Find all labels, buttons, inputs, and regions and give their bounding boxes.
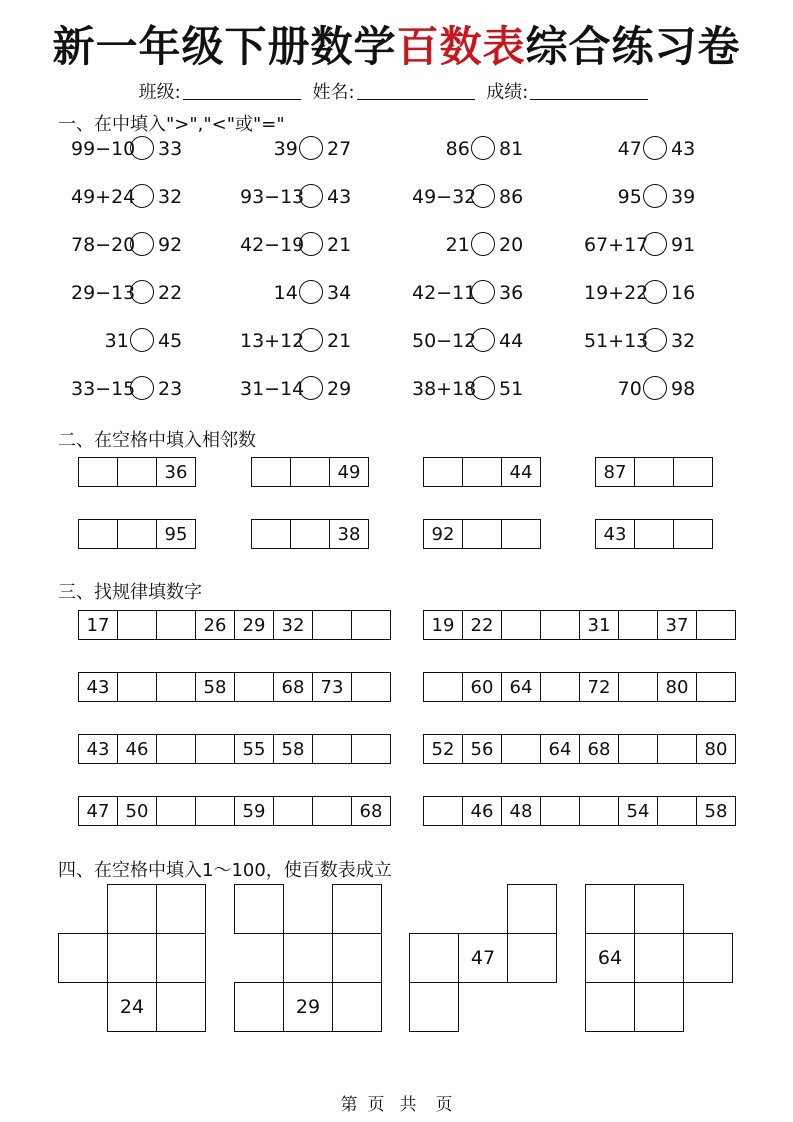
number-cell[interactable] [251, 519, 291, 549]
left-expression: 29−13 [71, 282, 136, 304]
number-cell: 54 [618, 796, 658, 826]
number-cell[interactable] [351, 672, 391, 702]
neighbor-row [78, 519, 196, 549]
number-cell: 58 [696, 796, 736, 826]
number-cell[interactable] [117, 672, 157, 702]
footer-ye2: 页 [435, 1095, 453, 1115]
answer-circle[interactable] [130, 280, 154, 304]
answer-circle[interactable] [299, 232, 323, 256]
right-value: 27 [327, 138, 352, 160]
left-expression: 13+12 [240, 330, 305, 352]
class-field[interactable] [183, 81, 301, 100]
number-cell: 58 [273, 734, 313, 764]
grid-cell[interactable] [234, 884, 284, 934]
left-expression: 86 [445, 138, 470, 160]
right-value: 98 [671, 378, 696, 400]
grid-cell[interactable] [107, 884, 157, 934]
left-expression: 51+13 [584, 330, 649, 352]
number-cell[interactable] [540, 672, 580, 702]
number-cell: 29 [234, 610, 274, 640]
grid-cell: 29 [283, 982, 333, 1032]
title-highlight: 百数表 [396, 22, 526, 71]
left-expression: 31−14 [240, 378, 305, 400]
left-expression: 19+22 [584, 282, 649, 304]
right-value: 36 [499, 282, 524, 304]
left-expression: 50−12 [412, 330, 477, 352]
number-cell: 56 [462, 734, 502, 764]
number-cell[interactable] [273, 796, 313, 826]
grid-cell[interactable] [507, 933, 557, 983]
number-cell[interactable] [156, 796, 196, 826]
number-cell[interactable] [351, 610, 391, 640]
answer-circle[interactable] [130, 232, 154, 256]
number-cell: 52 [423, 734, 463, 764]
pattern-row [423, 610, 736, 640]
right-value: 16 [671, 282, 696, 304]
number-cell[interactable] [501, 734, 541, 764]
number-cell[interactable] [351, 734, 391, 764]
left-expression: 93−13 [240, 186, 305, 208]
title-part-1: 新一年级下册数学 [52, 22, 397, 71]
neighbor-row [423, 519, 541, 549]
number-cell: 46 [117, 734, 157, 764]
number-cell: 80 [657, 672, 697, 702]
number-cell: 36 [156, 457, 196, 487]
right-value: 81 [499, 138, 524, 160]
answer-circle[interactable] [299, 184, 323, 208]
left-expression: 21 [445, 234, 470, 256]
answer-circle[interactable] [643, 232, 667, 256]
number-cell: 32 [273, 610, 313, 640]
number-cell: 17 [78, 610, 118, 640]
pattern-row [78, 672, 391, 702]
grid-cell[interactable] [409, 982, 459, 1032]
pattern-row [78, 734, 391, 764]
number-cell: 92 [423, 519, 463, 549]
number-cell[interactable] [117, 519, 157, 549]
section1-heading: 一、在中填入">","<"或"=" [58, 114, 285, 135]
grid-cell[interactable] [156, 933, 206, 983]
answer-circle[interactable] [643, 328, 667, 352]
name-field[interactable] [357, 81, 475, 100]
number-cell: 37 [657, 610, 697, 640]
grid-cell: 47 [458, 933, 508, 983]
grid-cell[interactable] [332, 933, 382, 983]
grid-cell[interactable] [156, 982, 206, 1032]
number-cell[interactable] [423, 672, 463, 702]
left-expression: 78−20 [71, 234, 136, 256]
number-cell[interactable] [618, 610, 658, 640]
number-cell: 44 [501, 457, 541, 487]
number-cell[interactable] [540, 610, 580, 640]
grid-cell[interactable] [585, 982, 635, 1032]
grid-cell[interactable] [332, 982, 382, 1032]
number-cell: 95 [156, 519, 196, 549]
number-cell[interactable] [501, 519, 541, 549]
answer-circle[interactable] [643, 184, 667, 208]
section3-heading: 三、找规律填数字 [58, 582, 202, 603]
left-expression: 49−32 [412, 186, 477, 208]
page-footer [0, 1090, 793, 1115]
number-cell[interactable] [251, 457, 291, 487]
number-cell[interactable] [501, 610, 541, 640]
right-value: 32 [671, 330, 696, 352]
footer-di: 第 [340, 1095, 358, 1115]
number-cell[interactable] [462, 457, 502, 487]
right-value: 20 [499, 234, 524, 256]
grid-cell[interactable] [332, 884, 382, 934]
section4-heading: 四、在空格中填入1～100，使百数表成立 [58, 860, 392, 881]
grid-cell[interactable] [634, 982, 684, 1032]
number-cell[interactable] [312, 796, 352, 826]
grid-cell[interactable] [156, 884, 206, 934]
right-value: 29 [327, 378, 352, 400]
answer-circle[interactable] [130, 328, 154, 352]
number-cell[interactable] [117, 610, 157, 640]
right-value: 33 [158, 138, 183, 160]
grid-cell[interactable] [585, 884, 635, 934]
left-expression: 33−15 [71, 378, 136, 400]
left-expression: 99−10 [71, 138, 136, 160]
right-value: 44 [499, 330, 524, 352]
number-cell: 47 [78, 796, 118, 826]
number-cell: 60 [462, 672, 502, 702]
number-cell: 72 [579, 672, 619, 702]
student-info [0, 78, 793, 104]
number-cell[interactable] [78, 457, 118, 487]
right-value: 21 [327, 234, 352, 256]
left-expression: 95 [617, 186, 642, 208]
number-cell: 43 [78, 672, 118, 702]
number-cell: 64 [540, 734, 580, 764]
right-value: 91 [671, 234, 696, 256]
grid-cell: 64 [585, 933, 635, 983]
number-cell[interactable] [673, 519, 713, 549]
number-cell: 43 [595, 519, 635, 549]
left-expression: 67+17 [584, 234, 649, 256]
answer-circle[interactable] [471, 280, 495, 304]
number-cell[interactable] [312, 610, 352, 640]
number-cell[interactable] [696, 610, 736, 640]
neighbor-row [251, 457, 369, 487]
grid-cell[interactable] [507, 884, 557, 934]
number-cell[interactable] [540, 796, 580, 826]
number-cell[interactable] [696, 672, 736, 702]
grid-cell[interactable] [107, 933, 157, 983]
right-value: 45 [158, 330, 183, 352]
number-cell[interactable] [195, 734, 235, 764]
left-expression: 31 [104, 330, 129, 352]
number-cell[interactable] [156, 610, 196, 640]
right-value: 21 [327, 330, 352, 352]
left-expression: 42−11 [412, 282, 477, 304]
number-cell: 68 [273, 672, 313, 702]
right-value: 39 [671, 186, 696, 208]
answer-circle[interactable] [130, 376, 154, 400]
left-expression: 42−19 [240, 234, 305, 256]
right-value: 43 [327, 186, 352, 208]
left-expression: 49+24 [71, 186, 136, 208]
number-cell[interactable] [462, 519, 502, 549]
pattern-row [423, 796, 736, 826]
number-cell[interactable] [117, 457, 157, 487]
number-cell[interactable] [156, 672, 196, 702]
answer-circle[interactable] [643, 376, 667, 400]
number-cell[interactable] [156, 734, 196, 764]
number-cell[interactable] [579, 796, 619, 826]
number-cell: 64 [501, 672, 541, 702]
number-cell: 58 [195, 672, 235, 702]
answer-circle[interactable] [471, 328, 495, 352]
number-cell: 80 [696, 734, 736, 764]
neighbor-row [251, 519, 369, 549]
right-value: 86 [499, 186, 524, 208]
number-cell[interactable] [78, 519, 118, 549]
answer-circle[interactable] [471, 376, 495, 400]
right-value: 51 [499, 378, 524, 400]
number-cell[interactable] [312, 734, 352, 764]
number-cell[interactable] [634, 457, 674, 487]
grid-cell: 24 [107, 982, 157, 1032]
number-cell[interactable] [618, 672, 658, 702]
neighbor-row [595, 519, 713, 549]
grid-cell[interactable] [234, 982, 284, 1032]
number-cell[interactable] [234, 672, 274, 702]
number-cell: 59 [234, 796, 274, 826]
number-cell: 87 [595, 457, 635, 487]
class-label: 班级: [138, 82, 181, 103]
answer-circle[interactable] [299, 280, 323, 304]
answer-circle[interactable] [299, 328, 323, 352]
left-expression: 70 [617, 378, 642, 400]
number-cell[interactable] [290, 457, 330, 487]
answer-circle[interactable] [299, 376, 323, 400]
grid-cell[interactable] [58, 933, 108, 983]
answer-circle[interactable] [299, 136, 323, 160]
number-cell: 38 [329, 519, 369, 549]
right-value: 22 [158, 282, 183, 304]
number-cell: 73 [312, 672, 352, 702]
right-value: 92 [158, 234, 183, 256]
right-value: 32 [158, 186, 183, 208]
number-cell: 19 [423, 610, 463, 640]
number-cell[interactable] [195, 796, 235, 826]
left-expression: 39 [273, 138, 298, 160]
number-cell: 68 [351, 796, 391, 826]
grid-cell[interactable] [283, 933, 333, 983]
answer-circle[interactable] [471, 232, 495, 256]
pattern-row [78, 796, 391, 826]
number-cell[interactable] [290, 519, 330, 549]
footer-ye1: 页 [367, 1095, 385, 1115]
pattern-row [78, 610, 391, 640]
answer-circle[interactable] [471, 136, 495, 160]
neighbor-row [595, 457, 713, 487]
score-field[interactable] [530, 81, 648, 100]
left-expression: 47 [617, 138, 642, 160]
neighbor-row [423, 457, 541, 487]
number-cell: 31 [579, 610, 619, 640]
pattern-row [423, 734, 736, 764]
grid-cell[interactable] [409, 933, 459, 983]
number-cell: 43 [78, 734, 118, 764]
number-cell[interactable] [618, 734, 658, 764]
number-cell[interactable] [657, 796, 697, 826]
number-cell: 22 [462, 610, 502, 640]
neighbor-row [78, 457, 196, 487]
number-cell[interactable] [634, 519, 674, 549]
page-title [0, 14, 793, 74]
section2-heading: 二、在空格中填入相邻数 [58, 430, 256, 451]
number-cell: 68 [579, 734, 619, 764]
grid-cell[interactable] [634, 933, 684, 983]
answer-circle[interactable] [471, 184, 495, 208]
answer-circle[interactable] [130, 136, 154, 160]
name-label: 姓名: [312, 82, 355, 103]
answer-circle[interactable] [130, 184, 154, 208]
number-cell: 48 [501, 796, 541, 826]
grid-cell[interactable] [683, 933, 733, 983]
score-label: 成绩: [486, 82, 529, 103]
answer-circle[interactable] [643, 280, 667, 304]
number-cell[interactable] [423, 796, 463, 826]
grid-cell[interactable] [634, 884, 684, 934]
number-cell: 50 [117, 796, 157, 826]
title-part-3: 综合练习卷 [525, 22, 741, 71]
footer-gong: 共 [399, 1095, 417, 1115]
number-cell[interactable] [423, 457, 463, 487]
left-expression: 14 [273, 282, 298, 304]
number-cell[interactable] [657, 734, 697, 764]
right-value: 34 [327, 282, 352, 304]
answer-circle[interactable] [643, 136, 667, 160]
right-value: 23 [158, 378, 183, 400]
number-cell[interactable] [673, 457, 713, 487]
pattern-row [423, 672, 736, 702]
number-cell: 55 [234, 734, 274, 764]
left-expression: 38+18 [412, 378, 477, 400]
number-cell: 26 [195, 610, 235, 640]
number-cell: 46 [462, 796, 502, 826]
number-cell: 49 [329, 457, 369, 487]
right-value: 43 [671, 138, 696, 160]
